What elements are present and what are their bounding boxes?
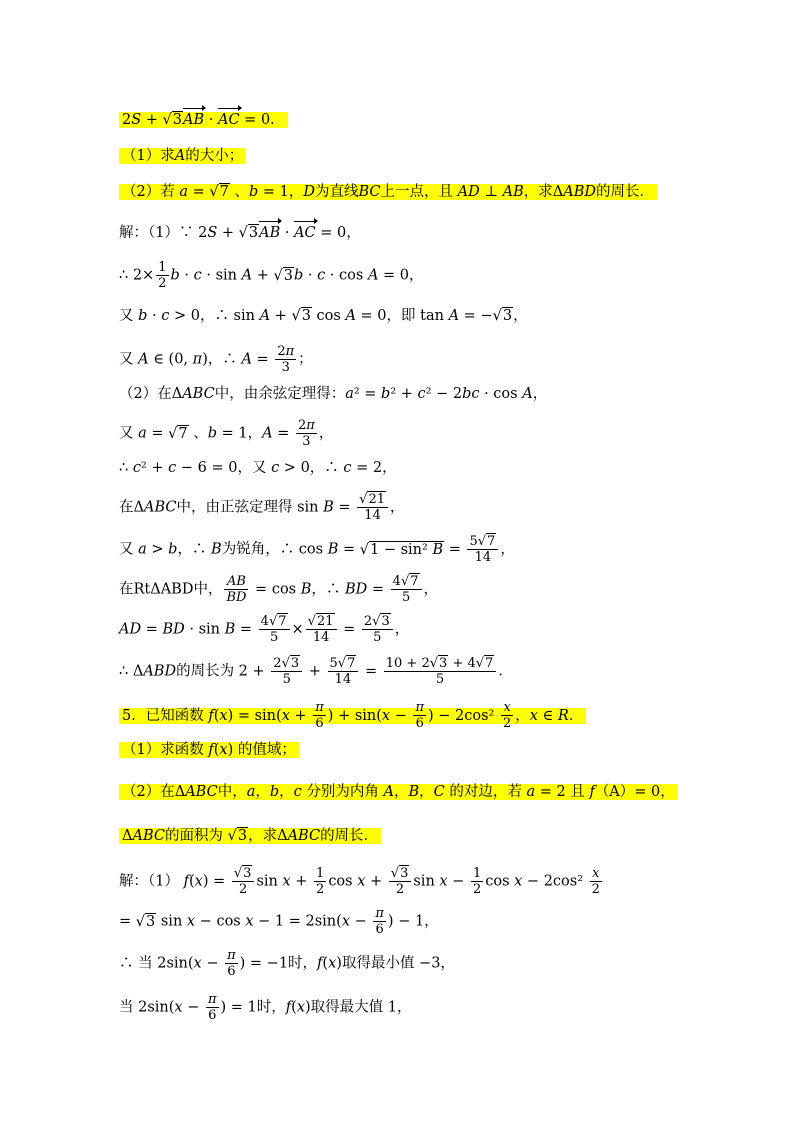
solution-line-8: 在ΔABC中，由正弦定理得 sin B = $\frac{√21}{14}$ ， — [119, 492, 405, 523]
solution-line-6: 又 a = √7 、b = 1，A = $\frac{2\pi}{3}$ ， — [119, 418, 334, 449]
solution5-line-2: = √3 sin x − cos x − 1 = 2sin(x − $\frac{\pi}{6}$ ) − 1， — [119, 906, 439, 937]
solution-line-11: AD = BD · sin B = $\frac{4√7}{5}$ × $\frac{√21}{14}$ = $\frac{2√3}{5}$ ， — [119, 614, 410, 645]
solution5-line-1: 解：（1） f(x) = $\frac{√3}{2}$ sin x + $\frac{1}{2}$ cos x + $\frac{√3}{2}$ sin x − $\frac{1}{2}$ cos x − 2cos² $\frac{x}{2}$ — [119, 866, 600, 897]
solution-line-3: 又 b · c > 0，∴ sin A + √3 cos A = 0，即 tan A = −√3， — [119, 308, 528, 324]
solution-line-5: （2）在ΔABC中，由余弦定理得：a² = b² + c² − 2bc · cos A， — [119, 386, 548, 402]
solution-line-12: ∴ ΔABD的周长为 2 + $\frac{2√3}{5}$ + $\frac{5√7}{14}$ = $\frac{10 + 2√3 + 4√7}{5}$ ． — [119, 656, 513, 687]
solution-line-10: 在RtΔABD中， $\frac{AB}{BD}$ = cos B，∴ BD = $\frac{4√7}{5}$ ， — [119, 574, 439, 605]
problem-part-2: （2）若 a = √7 、b = 1，D为直线BC上一点，且 AD ⊥ AB，求ΔABD的周长． — [119, 182, 657, 202]
problem-line-1 — [119, 110, 288, 130]
problem5-part-1: （1）求函数 f(x) 的值域； — [119, 740, 299, 760]
problem5-part-2: （2）在ΔABC中，a，b，c 分别为内角 A，B，C 的对边，若 a = 2 且 f（A）= 0， — [119, 782, 678, 802]
solution-line-1: 解：（1）∵ 2S + √3AB · AC = 0， — [119, 225, 361, 241]
problem5-line-1: 5．已知函数 f(x) = sin(x + $\frac{\pi}{6}$ ) + sin(x − $\frac{\pi}{6}$ ) − 2cos² $\frac{x}{2}$ ，x ∈ R． — [119, 700, 586, 731]
problem5-part-2b: ΔABC的面积为 √3，求ΔABC的周长． — [119, 826, 381, 846]
highlight: 2S + √3AB · AC = 0． — [119, 112, 288, 128]
problem-part-1: （1）求A的大小； — [119, 146, 246, 166]
solution5-line-4: 当 2sin(x − $\frac{\pi}{6}$ ) = 1时，f(x)取得最大值 1， — [119, 992, 412, 1023]
solution-line-4: 又 A ∈ (0, π)，∴ A = $\frac{2\pi}{3}$ ； — [119, 344, 313, 375]
solution5-line-3: ∴ 当 2sin(x − $\frac{\pi}{6}$ ) = −1时，f(x)取得最小值 −3， — [119, 948, 455, 979]
solution-line-9: 又 a > b，∴ B为锐角，∴ cos B = √1 − sin² B = $\frac{5√7}{14}$ ， — [119, 534, 515, 565]
solution-line-2: ∴ 2× $\frac{1}{2}$ b · c · sin A + √3b · c · cos A = 0， — [119, 260, 424, 291]
solution-line-7: ∴ c² + c − 6 = 0，又 c > 0，∴ c = 2， — [119, 460, 397, 476]
